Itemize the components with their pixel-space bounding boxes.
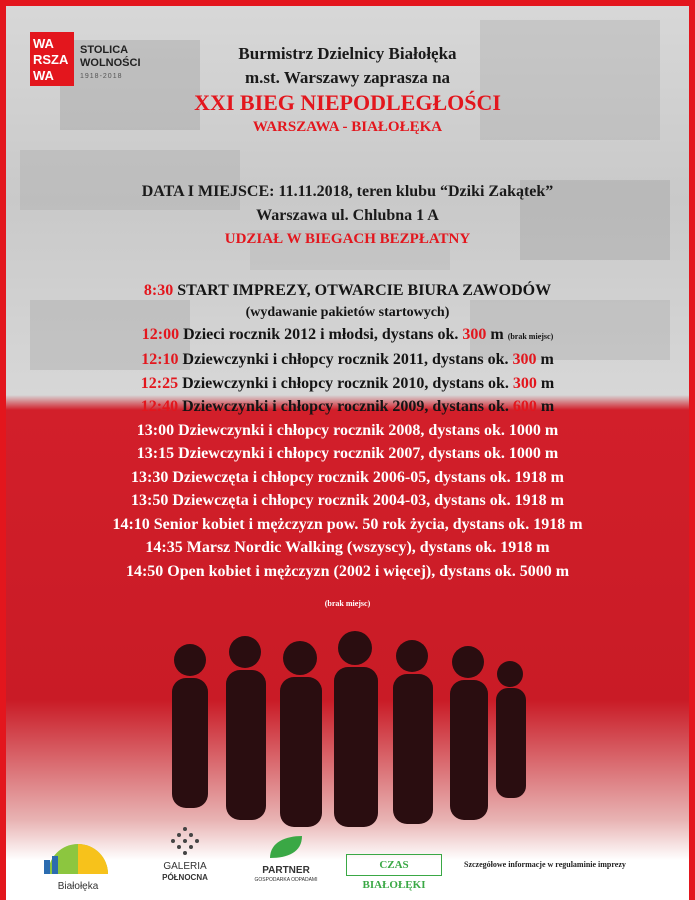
schedule-unit: m	[536, 351, 554, 368]
open-run-note: (brak miejsc)	[324, 599, 371, 608]
schedule-time: 14:35	[145, 539, 183, 556]
schedule-text: Dziewczęta i chłopcy rocznik 2004-03, dystans ok.	[168, 492, 515, 509]
header	[0, 42, 695, 138]
schedule-text: Dziewczęta i chłopcy rocznik 2006-05, dystans ok.	[168, 468, 515, 486]
date-place-line: DATA I MIEJSCE: 11.11.2018, teren klubu “Dziki Zakątek”	[141, 183, 554, 200]
schedule-row	[0, 323, 695, 349]
schedule-text: Senior kobiet i mężczyzn pow. 50 rok życia, dystans ok.	[149, 515, 534, 533]
schedule-unit: m	[536, 374, 555, 392]
schedule-note: (brak miejsc)	[507, 331, 554, 341]
schedule-time: 14:50	[125, 562, 164, 580]
partner-logo	[246, 834, 326, 884]
czas-bialoleki-logo	[346, 854, 442, 891]
schedule-unit: m	[565, 515, 583, 533]
event-subtitle: WARSZAWA - BIAŁOŁĘKA	[252, 119, 443, 135]
schedule-unit: m	[546, 492, 564, 509]
svg-text:WA: WA	[33, 36, 54, 51]
schedule-unit: m	[540, 445, 559, 462]
packet-note: (wydawanie pakietów startowych)	[245, 304, 450, 320]
galeria-polnocna-logo	[150, 826, 220, 886]
schedule-unit: m	[532, 539, 550, 556]
schedule-text: Dziewczynki i chłopcy rocznik 2010, dystans ok.	[178, 374, 513, 392]
schedule-text: START IMPREZY, OTWARCIE BIURA ZAWODÓW	[173, 282, 552, 299]
galeria-line2: PÓŁNOCNA	[162, 873, 208, 882]
schedule-row	[0, 348, 695, 372]
schedule-distance: 1918	[514, 468, 547, 486]
organizer-line: Burmistrz Dzielnicy Białołęka	[238, 44, 457, 63]
invite-line: m.st. Warszawy zaprasza na	[244, 68, 451, 87]
schedule-distance: 5000	[519, 562, 552, 580]
schedule-time: 12:25	[140, 374, 179, 392]
schedule-unit: m	[546, 468, 564, 486]
event-title: XXI BIEG NIEPODLEGŁOŚCI	[194, 90, 501, 115]
schedule-row	[0, 513, 695, 537]
galeria-line1: GALERIA	[163, 861, 207, 872]
free-entry-line: UDZIAŁ W BIEGACH BEZPŁATNY	[224, 231, 471, 247]
regulations-info	[464, 860, 684, 869]
schedule-time: 13:30	[131, 468, 169, 486]
bialoleka-label: Białołęka	[57, 881, 99, 892]
schedule-time: 14:10	[112, 515, 150, 533]
schedule-unit: m	[540, 421, 559, 439]
schedule-time: 8:30	[143, 282, 174, 299]
czas-label: CZAS BIAŁOŁĘKI	[362, 859, 426, 891]
schedule-time: 13:15	[136, 445, 175, 462]
schedule-unit: m	[551, 562, 570, 580]
schedule-distance: 600	[512, 398, 537, 415]
schedule-time: 12:40	[140, 398, 179, 415]
schedule-time: 12:00	[141, 325, 180, 343]
schedule-distance: 1918	[514, 492, 547, 509]
schedule-distance: 1918	[500, 539, 533, 556]
address-line: Warszawa ul. Chlubna 1 A	[256, 207, 439, 224]
schedule-distance: 300	[512, 351, 537, 368]
schedule-distance: 300	[512, 374, 537, 392]
logo-line1: STOLICA	[80, 44, 129, 56]
schedule-text: Open kobiet i mężczyzn (2002 i więcej), dystans ok.	[163, 562, 520, 580]
schedule-row	[0, 466, 695, 490]
schedule-row	[0, 395, 695, 419]
partner-leaf-icon	[266, 834, 306, 860]
schedule-unit: m	[536, 398, 555, 415]
schedule-text: Dzieci rocznik 2012 i młodsi, dystans ok.	[179, 325, 463, 343]
schedule-row	[0, 442, 695, 466]
schedule-row	[0, 560, 695, 584]
schedule-text: Marsz Nordic Walking (wszyscy), dystans ok.	[182, 539, 501, 556]
bialoleka-logo	[38, 836, 118, 892]
schedule-distance: 300	[462, 325, 487, 343]
schedule	[0, 279, 695, 583]
schedule-text: Dziewczynki i chłopcy rocznik 2011, dystans ok.	[178, 351, 513, 368]
regulations-text: Szczegółowe informacje w regulaminie imprezy	[464, 860, 626, 869]
runners-silhouette	[150, 630, 530, 850]
svg-text:RSZA: RSZA	[33, 52, 69, 67]
schedule-row	[0, 419, 695, 443]
schedule-text: Dziewczynki i chłopcy rocznik 2007, dystans ok.	[174, 445, 509, 462]
schedule-text: Dziewczynki i chłopcy rocznik 2008, dystans ok.	[174, 421, 509, 439]
schedule-row	[0, 372, 695, 396]
schedule-unit: m	[486, 325, 508, 343]
partner-label: PARTNER	[262, 865, 310, 876]
schedule-time: 12:10	[141, 351, 179, 368]
schedule-distance: 1918	[533, 515, 566, 533]
schedule-time: 13:50	[131, 492, 169, 509]
schedule-text: Dziewczynki i chłopcy rocznik 2009, dystans ok.	[178, 398, 513, 415]
schedule-row	[0, 536, 695, 560]
schedule-row	[0, 489, 695, 513]
partner-sub: GOSPODARKA ODPADAMI	[254, 877, 318, 883]
bialoleka-logo-icon	[38, 836, 118, 876]
sponsors-footer	[0, 820, 695, 900]
logo-years: 1918-2018	[80, 73, 123, 80]
schedule-time: 13:00	[136, 421, 175, 439]
schedule-distance: 1000	[508, 421, 541, 439]
event-info	[0, 180, 695, 250]
logo-line2: WOLNOŚCI	[80, 57, 141, 69]
schedule-distance: 1000	[508, 445, 541, 462]
galeria-diamond-icon	[170, 826, 200, 856]
svg-text:WA: WA	[33, 68, 54, 83]
schedule-row	[0, 279, 695, 303]
